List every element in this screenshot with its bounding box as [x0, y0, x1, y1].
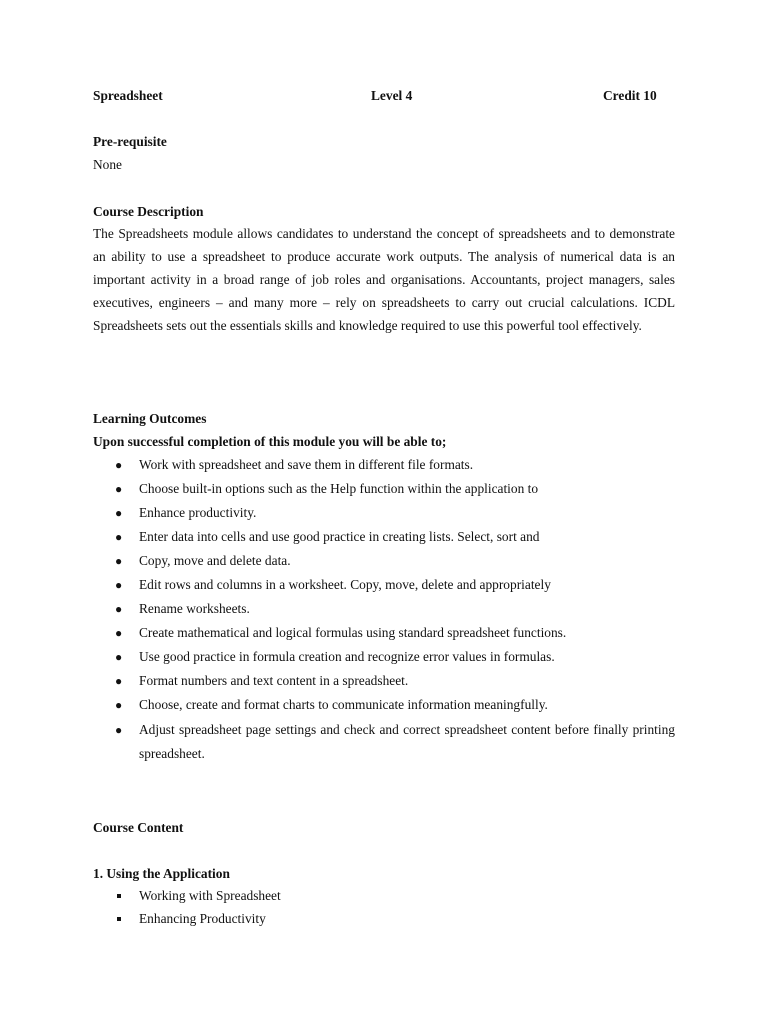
bullet-icon: ●: [115, 723, 123, 737]
course-description-text: The Spreadsheets module allows candidates to understand the concept of spreadsheets and to demonstrate an ability to use a spreadsheet to produce accurate work outputs. The analysis of numerical data is an important activity in a broad range of job roles and organisations. Accountants, project managers, sales executives, engineers – and many more – rely on spreadsheets to carry out crucial calculations. ICDL Spreadsheets sets out the essentials skills and knowledge required to use this powerful tool effectively.: [93, 226, 675, 333]
bullet-icon: ●: [115, 602, 123, 616]
list-item: Enhancing Productivity: [139, 910, 639, 928]
list-item: ● Choose, create and format charts to communicate information meaningfully.: [139, 693, 675, 717]
course-content-heading: Course Content: [93, 820, 184, 835]
bullet-icon: ●: [115, 626, 123, 640]
list-item: ● Enter data into cells and use good practice in creating lists. Select, sort and: [139, 525, 675, 549]
learning-outcomes-intro: Upon successful completion of this module you will be able to;: [93, 434, 447, 449]
bullet-icon: ●: [115, 530, 123, 544]
section-1-title: 1. Using the Application: [93, 866, 230, 881]
list-item: ● Rename worksheets.: [139, 597, 675, 621]
list-item: ● Choose built-in options such as the Help function within the application to: [139, 477, 675, 501]
bullet-icon: ●: [115, 698, 123, 712]
bullet-icon: ●: [115, 674, 123, 688]
course-description-heading: Course Description: [93, 204, 204, 219]
prerequisite-heading: Pre-requisite: [93, 134, 167, 149]
bullet-icon: ●: [115, 506, 123, 520]
bullet-icon: ●: [115, 482, 123, 496]
square-bullet-icon: [117, 917, 121, 921]
list-item: ● Enhance productivity.: [139, 501, 675, 525]
course-level: Level 4: [371, 88, 413, 103]
learning-outcomes-heading: Learning Outcomes: [93, 411, 207, 426]
bullet-icon: ●: [115, 578, 123, 592]
square-bullet-icon: [117, 894, 121, 898]
prerequisite-value: None: [93, 157, 123, 172]
bullet-icon: ●: [115, 650, 123, 664]
list-item: ● Work with spreadsheet and save them in different file formats.: [139, 453, 675, 477]
list-item: Working with Spreadsheet: [139, 887, 639, 905]
list-item: ● Adjust spreadsheet page settings and check and correct spreadsheet content before finally printing spreadsheet.: [139, 718, 675, 766]
list-item: ● Create mathematical and logical formulas using standard spreadsheet functions.: [139, 621, 675, 645]
bullet-icon: ●: [115, 554, 123, 568]
bullet-icon: ●: [115, 458, 123, 472]
list-item: ● Format numbers and text content in a spreadsheet.: [139, 669, 675, 693]
list-item: ● Edit rows and columns in a worksheet. Copy, move, delete and appropriately: [139, 573, 675, 597]
list-item: ● Copy, move and delete data.: [139, 549, 675, 573]
course-header: [0, 88, 768, 106]
list-item: ● Use good practice in formula creation and recognize error values in formulas.: [139, 645, 675, 669]
course-title: Spreadsheet: [93, 88, 163, 103]
course-credit: Credit 10: [603, 88, 657, 103]
